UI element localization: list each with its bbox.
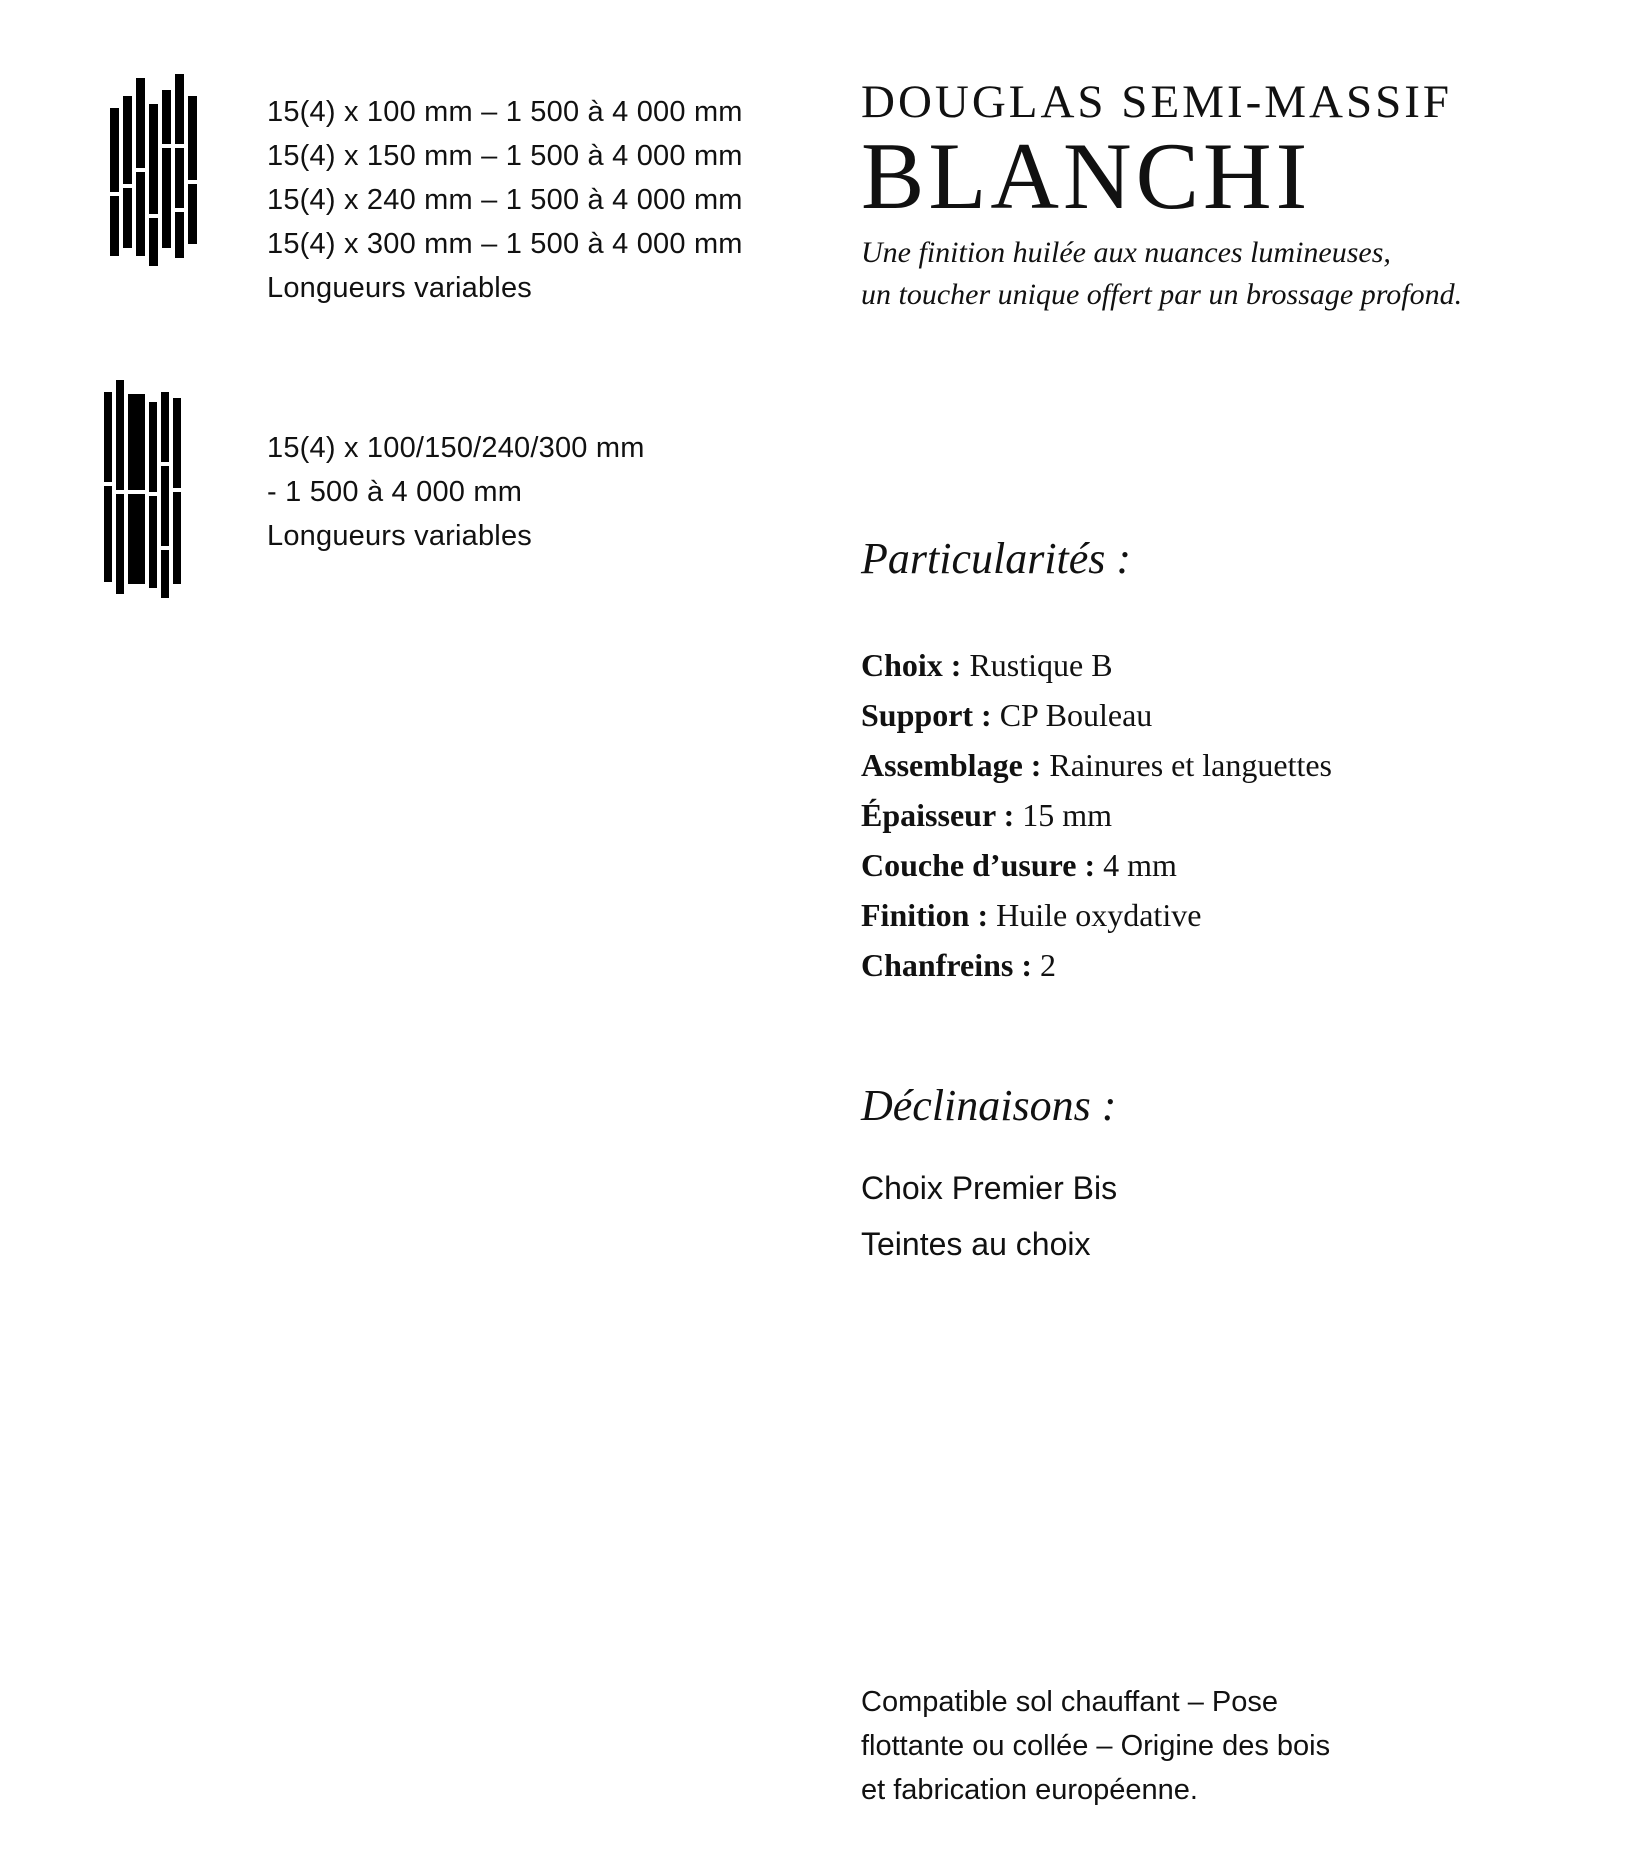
feature-item xyxy=(861,890,1332,940)
variants-list xyxy=(861,1160,1117,1272)
feature-label: Couche d’usure : xyxy=(861,847,1096,883)
variants-heading: Déclinaisons : xyxy=(861,1081,1117,1130)
feature-item xyxy=(861,940,1332,990)
features-list xyxy=(861,640,1332,990)
note-line: et fabrication européenne. xyxy=(861,1774,1198,1806)
format-line: 15(4) x 100 mm – 1 500 à 4 000 mm xyxy=(267,96,743,128)
feature-value: Rainures et languettes xyxy=(1049,747,1332,783)
staggered-planks-icon xyxy=(108,74,202,268)
feature-label: Finition : xyxy=(861,897,989,933)
feature-value: CP Bouleau xyxy=(999,697,1153,733)
format-line: 15(4) x 100/150/240/300 mm xyxy=(267,432,645,464)
note-line: Compatible sol chauffant – Pose xyxy=(861,1686,1279,1718)
mixed-width-planks-icon xyxy=(104,380,196,598)
features-heading: Particularités : xyxy=(861,534,1132,583)
format-dimensions-list xyxy=(267,426,645,558)
format-line: - 1 500 à 4 000 mm xyxy=(267,476,523,508)
feature-item xyxy=(861,740,1332,790)
product-tagline xyxy=(861,232,1621,316)
feature-label: Choix : xyxy=(861,647,962,683)
format-line: Longueurs variables xyxy=(267,272,532,304)
feature-item xyxy=(861,790,1332,840)
format-line: 15(4) x 300 mm – 1 500 à 4 000 mm xyxy=(267,228,743,260)
feature-item xyxy=(861,840,1332,890)
format-line: 15(4) x 240 mm – 1 500 à 4 000 mm xyxy=(267,184,743,216)
product-title: BLANCHI xyxy=(861,123,1312,229)
tagline-line: un toucher unique offert par un brossage profond. xyxy=(861,278,1463,311)
feature-label: Épaisseur : xyxy=(861,797,1015,833)
feature-value: 4 mm xyxy=(1103,847,1177,883)
feature-label: Assemblage : xyxy=(861,747,1042,783)
feature-label: Support : xyxy=(861,697,992,733)
product-subtitle: DOUGLAS SEMI-MASSIF xyxy=(861,76,1453,128)
variant-item: Choix Premier Bis xyxy=(861,1170,1118,1206)
format-line: 15(4) x 150 mm – 1 500 à 4 000 mm xyxy=(267,140,743,172)
feature-value: Huile oxydative xyxy=(996,897,1202,933)
product-header xyxy=(861,76,1621,316)
feature-value: 2 xyxy=(1039,947,1056,983)
feature-item xyxy=(861,690,1332,740)
note-line: flottante ou collée – Origine des bois xyxy=(861,1730,1331,1762)
format-dimensions-list xyxy=(267,90,743,310)
feature-label: Chanfreins : xyxy=(861,947,1032,983)
feature-value: 15 mm xyxy=(1022,797,1112,833)
feature-item xyxy=(861,640,1332,690)
feature-value: Rustique B xyxy=(969,647,1113,683)
variant-item: Teintes au choix xyxy=(861,1226,1091,1262)
compatibility-note xyxy=(861,1680,1330,1812)
tagline-line: Une finition huilée aux nuances lumineuses, xyxy=(861,236,1391,269)
format-line: Longueurs variables xyxy=(267,520,532,552)
